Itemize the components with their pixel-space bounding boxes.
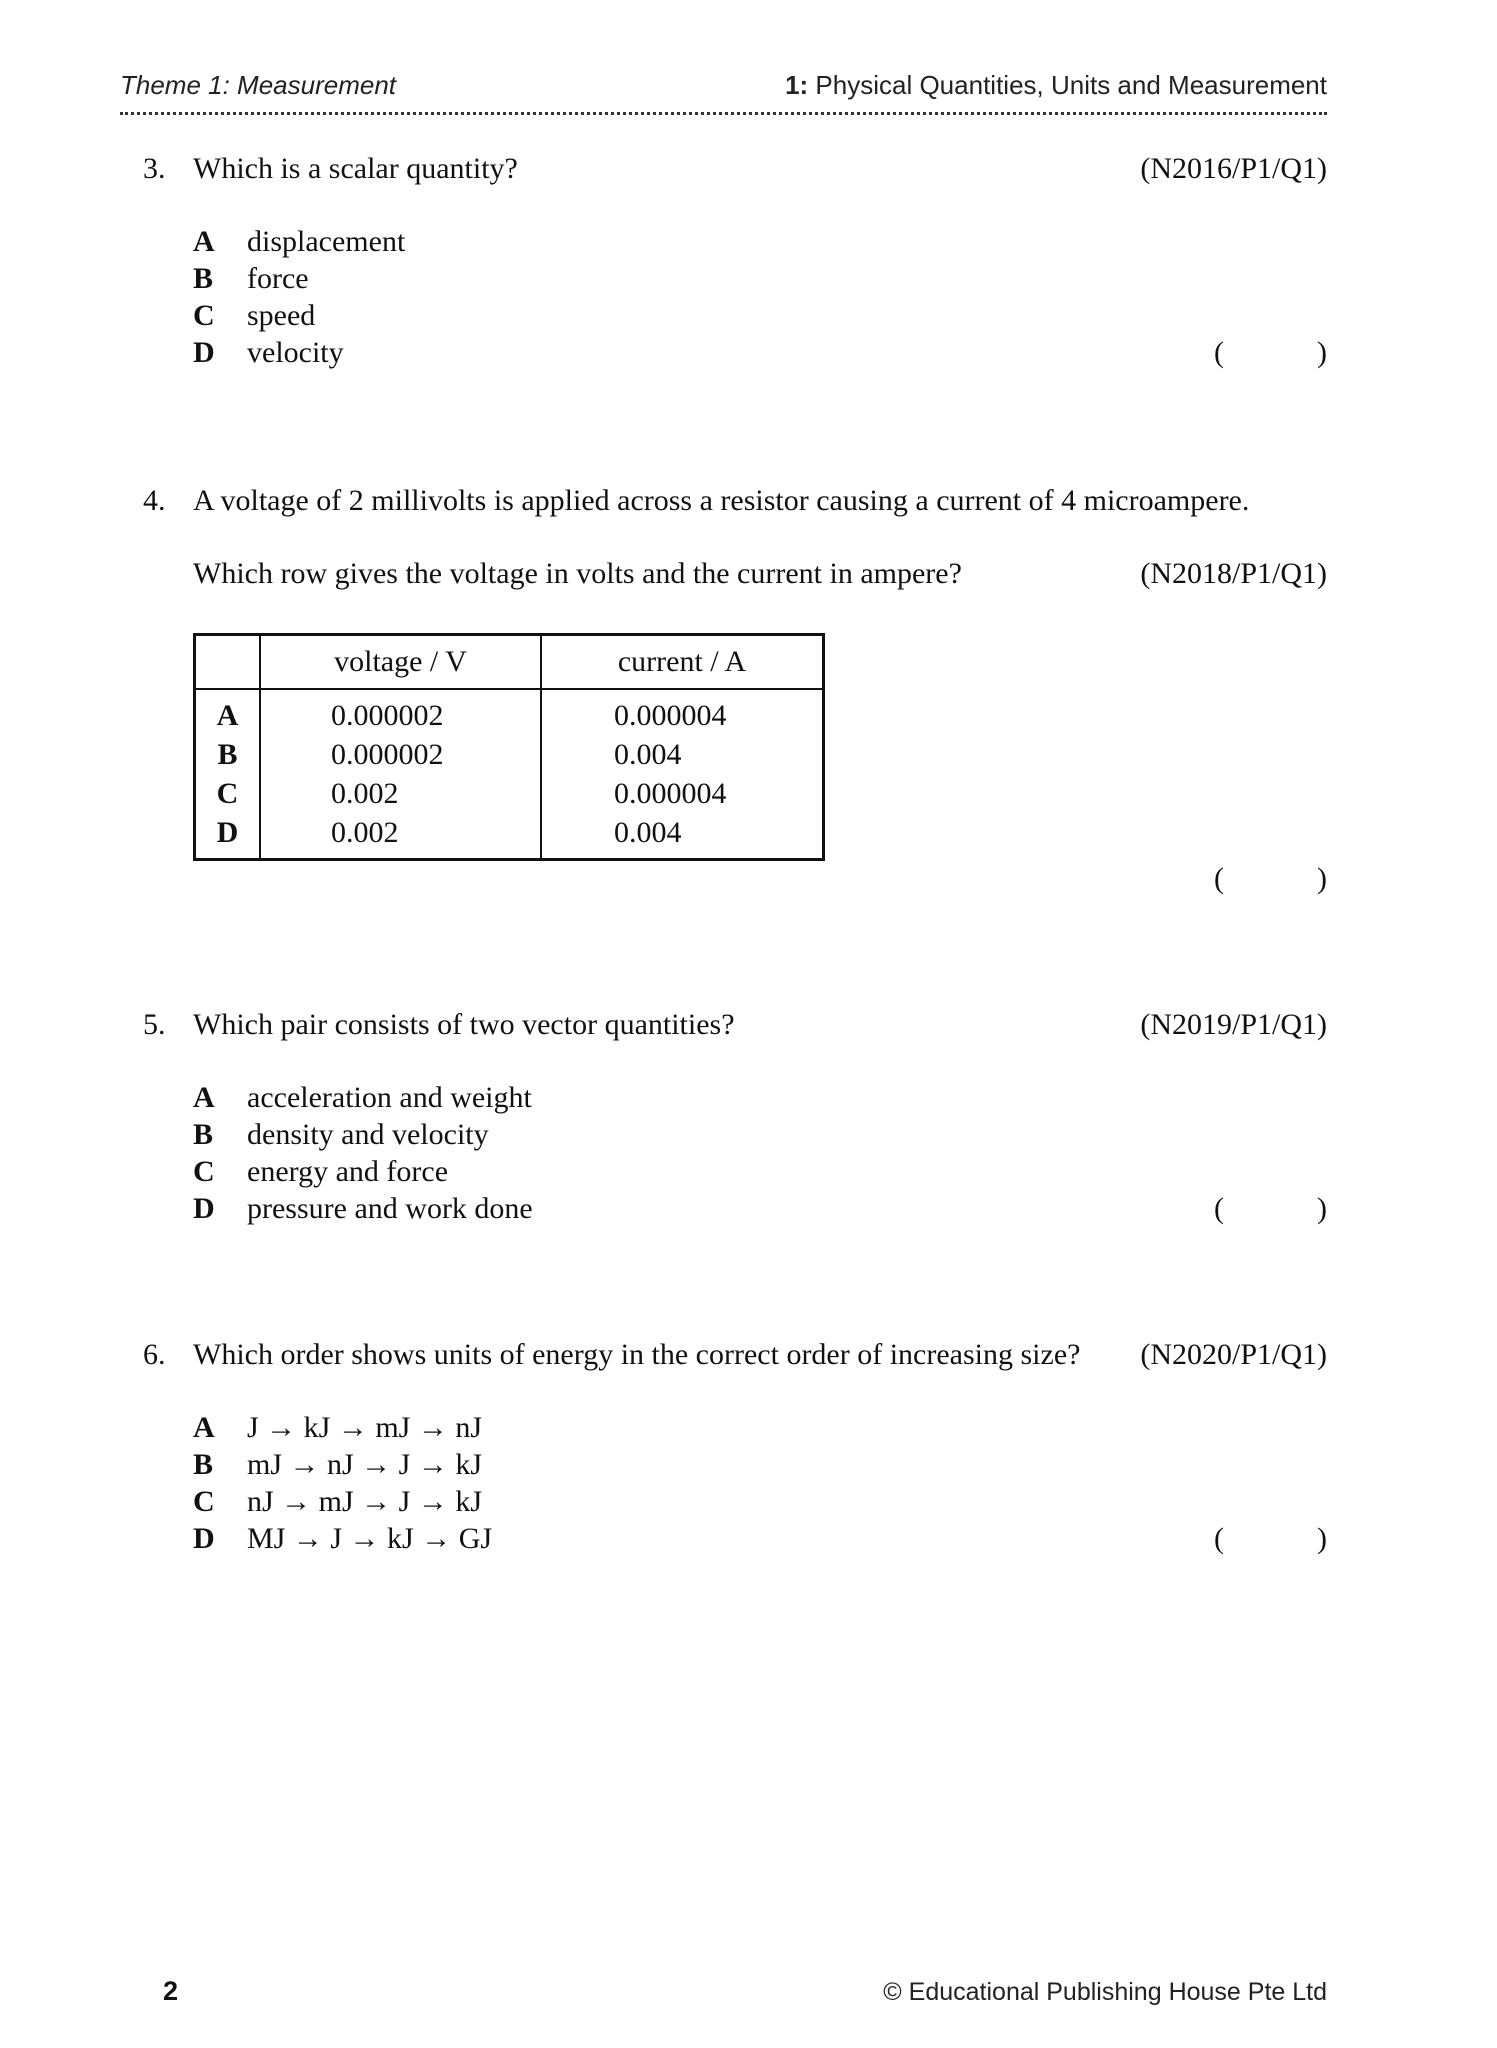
table-cell: 0.000002 [260,735,541,774]
table-header: voltage / V [260,635,541,690]
table-cell: A [195,689,261,735]
question-source: (N2018/P1/Q1) [1140,557,1327,590]
table-cell: 0.002 [260,813,541,860]
option-text: pressure and work done [247,1192,533,1225]
table-header [195,635,261,690]
option-letter: B [193,1118,214,1151]
table-cell: 0.004 [614,816,682,849]
option-text: nJ → mJ → J → kJ [247,1485,483,1518]
option-letter: D [193,1192,215,1225]
question-source: (N2019/P1/Q1) [1140,1008,1327,1041]
table-cell: 0.002 [260,774,541,813]
question-source: (N2020/P1/Q1) [1140,1338,1327,1371]
open-paren: ( [1214,336,1224,369]
options-table [193,633,825,861]
table-cell: C [195,774,261,813]
table-cell: 0.000002 [260,689,541,735]
close-paren: ) [1317,336,1327,369]
open-paren: ( [1214,1192,1224,1225]
close-paren: ) [1317,1522,1327,1555]
question-text: Which order shows units of energy in the correct order of increasing size? [193,1338,1081,1371]
theme-header: Theme 1: Measurement [120,70,397,100]
option-text: density and velocity [247,1118,489,1151]
table-cell: D [195,813,261,860]
close-paren: ) [1317,862,1327,895]
header-dotted-rule [120,112,1327,115]
option-letter: C [193,299,215,332]
option-text: velocity [247,336,344,369]
close-paren: ) [1317,1192,1327,1225]
table-cell: 0.004 [614,738,682,771]
option-text: acceleration and weight [247,1081,532,1114]
option-letter: D [193,1522,215,1555]
chapter-header [785,70,1327,101]
option-letter: C [193,1155,215,1188]
option-text: speed [247,299,316,332]
chapter-number: 1: [785,70,809,100]
option-text: energy and force [247,1155,449,1188]
copyright-notice: © Educational Publishing House Pte Ltd [883,1978,1327,2006]
table-row [195,774,824,813]
question-number: 3. [143,152,166,185]
question-number: 5. [143,1008,166,1041]
question-source: (N2016/P1/Q1) [1140,152,1327,185]
table-row [195,689,824,735]
option-text: mJ → nJ → J → kJ [247,1448,483,1481]
option-text: displacement [247,225,406,258]
question-text: Which is a scalar quantity? [193,152,518,185]
chapter-title: Physical Quantities, Units and Measurement [815,70,1327,100]
table-cell: 0.000004 [614,699,727,732]
question-subtext: Which row gives the voltage in volts and the current in ampere? [193,557,962,590]
option-letter: B [193,262,214,295]
table-row [195,813,824,860]
option-text: J → kJ → mJ → nJ [247,1411,483,1444]
option-text: MJ → J → kJ → GJ [247,1522,493,1555]
question-text: A voltage of 2 millivolts is applied across a resistor causing a current of 4 microampere. [193,484,1250,517]
open-paren: ( [1214,862,1224,895]
table-row [195,735,824,774]
option-letter: D [193,336,215,369]
table-header: current / A [541,635,824,690]
table-header-row [195,635,824,690]
page-number: 2 [163,1976,179,2006]
option-letter: C [193,1485,215,1518]
table-cell: B [195,735,261,774]
option-letter: B [193,1448,214,1481]
option-letter: A [193,1411,215,1444]
table-cell: 0.000004 [614,777,727,810]
option-letter: A [193,1081,215,1114]
open-paren: ( [1214,1522,1224,1555]
question-number: 4. [143,484,166,517]
option-text: force [247,262,309,295]
question-text: Which pair consists of two vector quantities? [193,1008,735,1041]
question-number: 6. [143,1338,166,1371]
option-letter: A [193,225,215,258]
